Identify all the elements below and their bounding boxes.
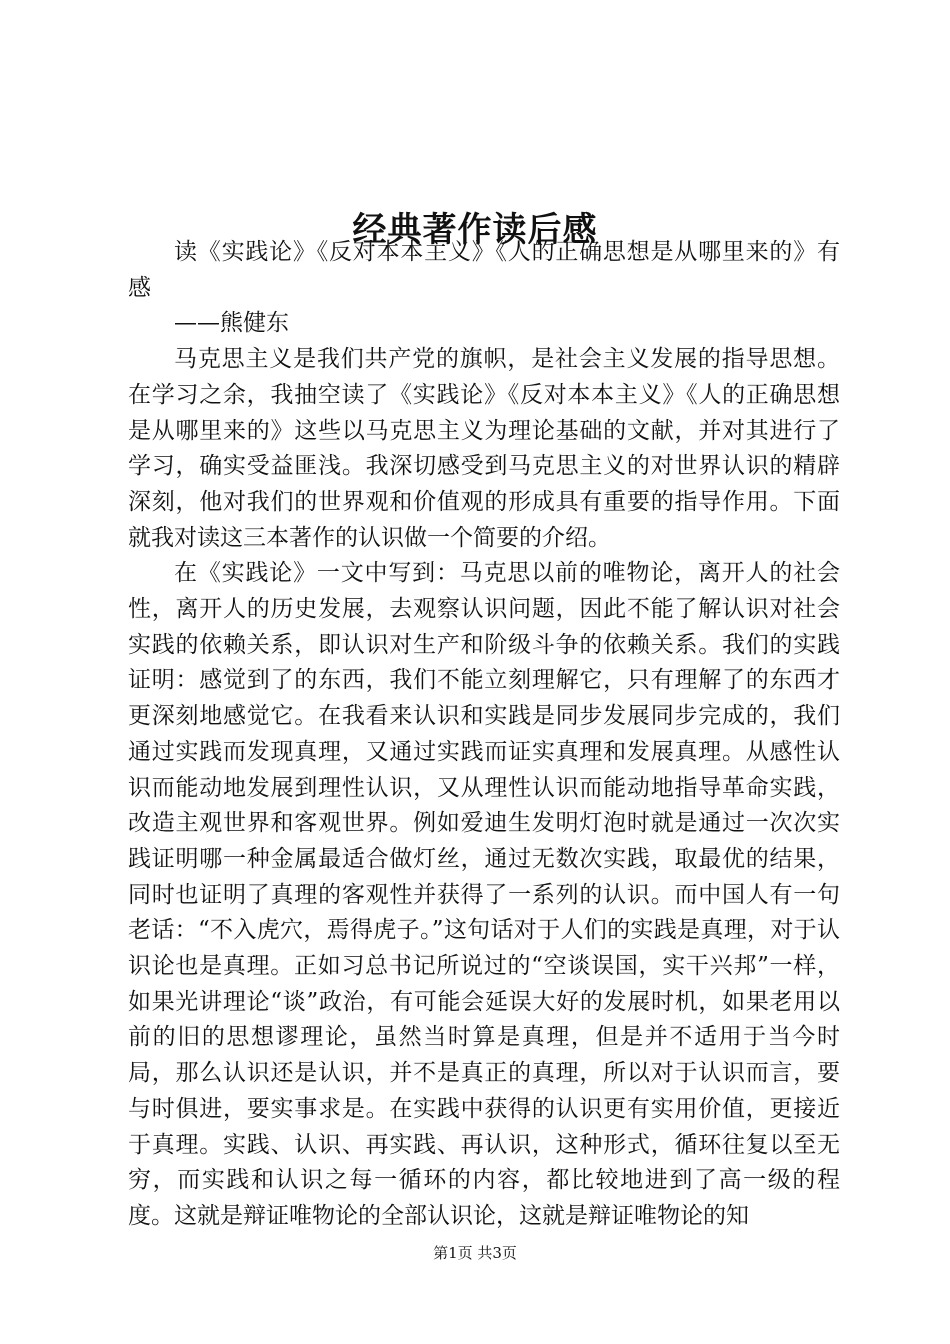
paragraph-2: 在《实践论》一文中写到：马克思以前的唯物论，离开人的社会性，离开人的历史发展，去观察认识问题，因此不能了解认识对社会实践的依赖关系，即认识对生产和阶级斗争的依赖关系。我们的实践证明：感觉到了的东西，我们不能立刻理解它，只有理解了的东西才更深刻地感觉它。在我看来认识和实践是同步发展同步完成的，我们通过实践而发现真理，又通过实践而证实真理和发展真理。从感性认识而能动地发展到理性认识，又从理性认识而能动地指导革命实践，改造主观世界和客观世界。例如爱迪生发明灯泡时就是通过一次次实践证明哪一种金属最适合做灯丝，通过无数次实践，取最优的结果，同时也证明了真理的客观性并获得了一系列的认识。而中国人有一句老话：“不入虎穴，焉得虎子。”这句话对于人们的实践是真理，对于认识论也是真理。正如习总书记所说过的“空谈误国，实干兴邦”一样，如果光讲理论“谈”政治，有可能会延误大好的发展时机，如果老用以前的旧的思想谬理论，虽然当时算是真理，但是并不适用于当今时局，那么认识还是认识，并不是真正的真理，所以对于认识而言，要与时俱进，要实事求是。在实践中获得的认识更有实用价值，更接近于真理。实践、认识、再实践、再认识，这种形式，循环往复以至无穷，而实践和认识之每一循环的内容，都比较地进到了高一级的程度。这就是辩证唯物论的全部认识论，这就是辩证唯物论的知	[128, 560, 840, 1229]
page-indicator: 第1页 共3页	[433, 1244, 517, 1262]
author-line: ——熊健东	[174, 310, 289, 337]
page-footer	[0, 1243, 950, 1263]
subtitle: 读《实践论》《反对本本主义》《人的正确思想是从哪里来的》有感	[128, 239, 840, 301]
paragraph-1: 马克思主义是我们共产党的旗帜，是社会主义发展的指导思想。在学习之余，我抽空读了《实践论》《反对本本主义》《人的正确思想是从哪里来的》这些以马克思主义为理论基础的文献，并对其进行了学习，确实受益匪浅。我深切感受到马克思主义的对世界认识的精辟深刻，他对我们的世界观和价值观的形成具有重要的指导作用。下面就我对读这三本著作的认识做一个简要的介绍。	[128, 346, 840, 551]
page-title: 经典著作读后感	[352, 209, 598, 250]
document-body	[128, 235, 840, 1235]
